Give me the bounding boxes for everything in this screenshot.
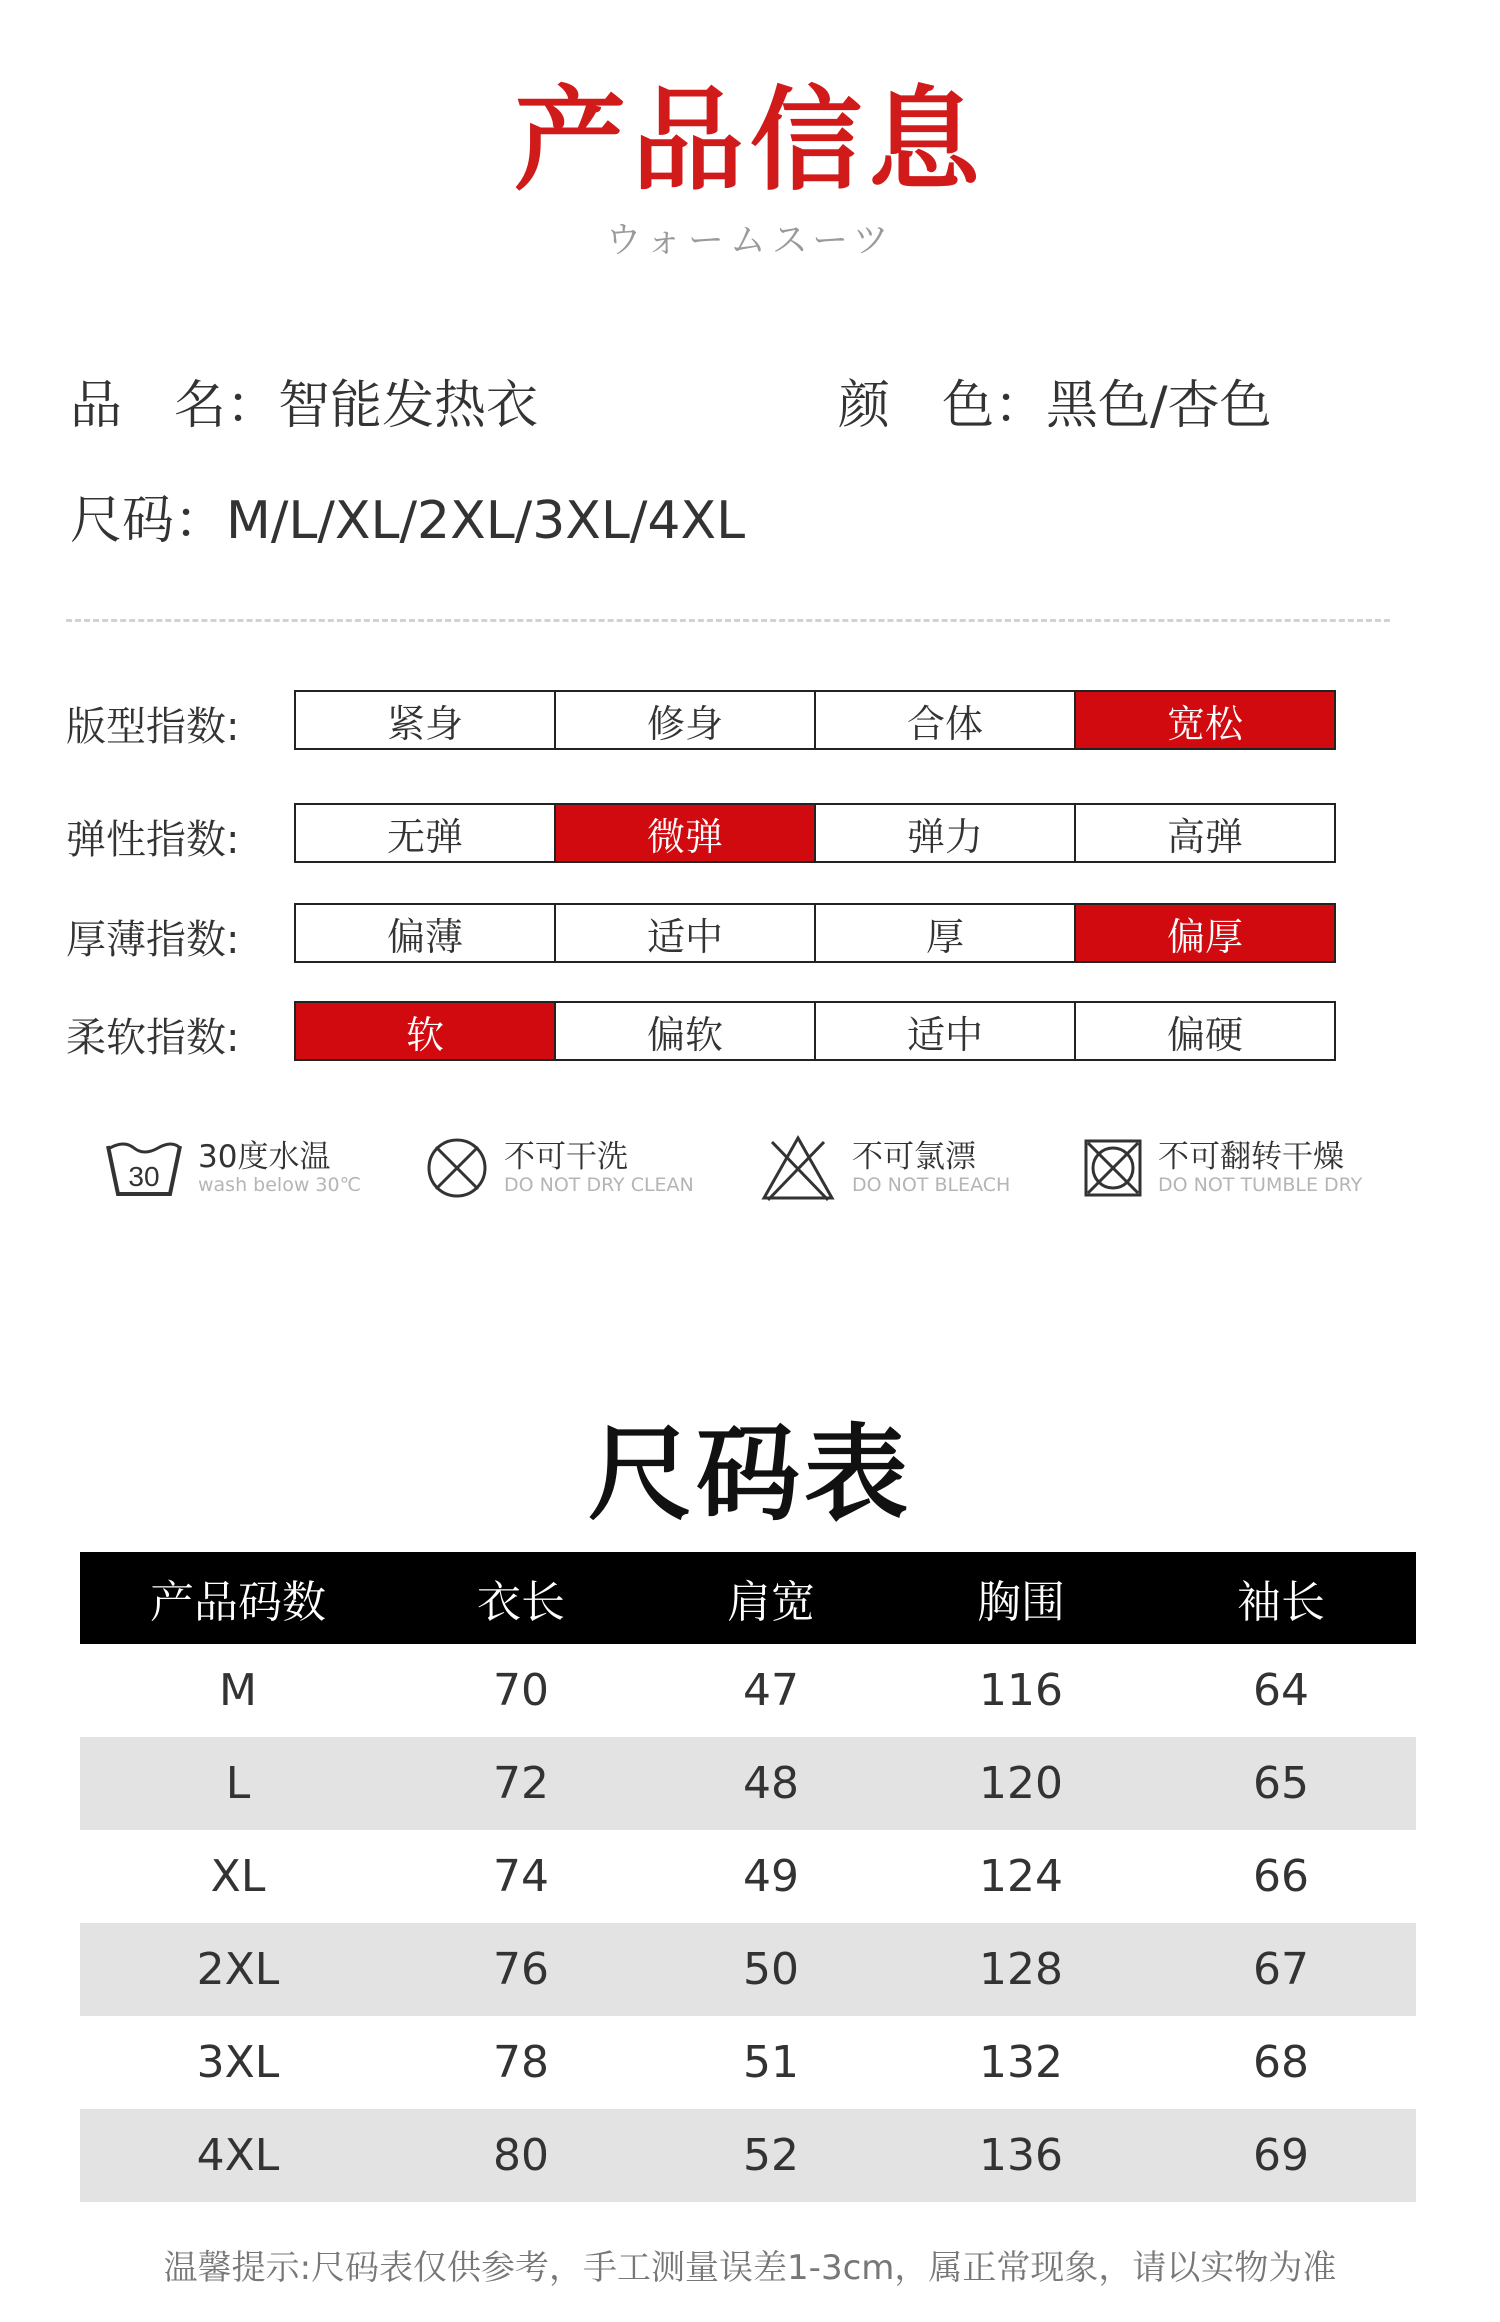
table-cell: 49 — [743, 1851, 799, 1902]
table-cell: 4XL — [80, 2109, 396, 2202]
no-tumble-dry-icon — [1082, 1137, 1144, 1199]
no-dry-clean-icon — [424, 1135, 490, 1201]
product-name — [70, 376, 539, 436]
table-cell: 76 — [396, 1923, 646, 2016]
table-cell: 68 — [1253, 2037, 1309, 2088]
column-header: 衣长 — [396, 1552, 646, 1644]
table-cell: 116 — [979, 1665, 1063, 1716]
product-color-value: 黑色/杏色 — [1046, 376, 1272, 436]
size-chart-title: 尺码表 — [587, 1413, 912, 1535]
softness-option: 适中 — [816, 1003, 1076, 1059]
table-cell: L — [80, 1737, 396, 1830]
table-cell: 69 — [1146, 2109, 1416, 2202]
table-cell: 120 — [896, 1737, 1146, 1830]
care-label: 不可翻转干燥 — [1158, 1138, 1344, 1175]
thickness-option: 偏薄 — [296, 905, 556, 961]
wash-30-icon — [104, 1136, 184, 1200]
table-cell: 47 — [743, 1665, 799, 1716]
softness-option: 软 — [296, 1003, 556, 1059]
table-cell: 65 — [1146, 1737, 1416, 1830]
table-row — [80, 2016, 1416, 2109]
table-cell: 3XL — [196, 2037, 280, 2088]
table-cell: 72 — [396, 1737, 646, 1830]
table-row — [80, 2109, 1416, 2202]
fit-option: 合体 — [816, 692, 1076, 748]
size-table — [80, 1552, 1416, 2202]
fit-option: 紧身 — [296, 692, 556, 748]
table-cell: 132 — [979, 2037, 1063, 2088]
table-cell: 66 — [1253, 1851, 1309, 1902]
fit-option: 宽松 — [1076, 692, 1334, 748]
table-cell: 124 — [979, 1851, 1063, 1902]
care-label-en: DO NOT TUMBLE DRY — [1158, 1173, 1363, 1196]
product-size-value: M/L/XL/2XL/3XL/4XL — [226, 491, 746, 551]
thickness-option: 适中 — [556, 905, 816, 961]
footnote: 温馨提示:尺码表仅供参考，手工测量误差1-3cm，属正常现象，请以实物为准 — [163, 2248, 1337, 2288]
table-cell: 78 — [493, 2037, 549, 2088]
table-cell: 64 — [1253, 1665, 1309, 1716]
no-bleach-icon — [758, 1132, 838, 1204]
table-row — [80, 1830, 1416, 1923]
page-title: 产品信息 — [514, 76, 986, 206]
table-cell: 2XL — [80, 1923, 396, 2016]
care-label: 30度水温 — [198, 1138, 331, 1175]
care-wash-30 — [104, 1128, 361, 1208]
table-cell: M — [219, 1665, 257, 1716]
fit-option: 修身 — [556, 692, 816, 748]
elasticity-index-scale — [294, 803, 1336, 863]
elasticity-option: 微弹 — [556, 805, 816, 861]
care-no-bleach — [758, 1128, 1010, 1208]
fit-index-label: 版型指数: — [66, 704, 240, 750]
page-subtitle: ウォームスーツ — [605, 220, 895, 261]
care-label-en: wash below 30℃ — [198, 1173, 361, 1196]
elasticity-option: 无弹 — [296, 805, 556, 861]
fit-index-scale — [294, 690, 1336, 750]
softness-index-scale — [294, 1001, 1336, 1061]
table-cell: 70 — [493, 1665, 549, 1716]
table-cell: 51 — [743, 2037, 799, 2088]
table-cell: 74 — [493, 1851, 549, 1902]
table-cell: 48 — [646, 1737, 896, 1830]
softness-index-label: 柔软指数: — [66, 1015, 240, 1061]
softness-option: 偏硬 — [1166, 1012, 1243, 1057]
care-label: 不可干洗 — [504, 1138, 628, 1175]
thickness-option: 偏厚 — [1076, 905, 1334, 961]
thickness-option: 厚 — [816, 905, 1076, 961]
care-no-dry-clean — [424, 1128, 694, 1208]
thickness-index-scale — [294, 903, 1336, 963]
product-name-label: 品 名： — [70, 376, 279, 436]
product-name-value: 智能发热衣 — [278, 376, 539, 436]
table-cell: 50 — [646, 1923, 896, 2016]
elasticity-option: 高弹 — [1166, 814, 1243, 859]
thickness-index-label: 厚薄指数: — [66, 917, 240, 963]
product-size-label: 尺码： — [70, 491, 227, 551]
elasticity-index-label: 弹性指数: — [66, 817, 240, 863]
dashed-divider — [66, 619, 1390, 622]
care-no-tumble-dry — [1082, 1128, 1362, 1208]
column-header: 胸围 — [896, 1552, 1146, 1644]
care-label-en: DO NOT BLEACH — [852, 1173, 1011, 1196]
table-header-row — [80, 1552, 1416, 1644]
column-header: 产品码数 — [80, 1552, 396, 1644]
column-header: 袖长 — [1146, 1552, 1416, 1644]
care-label: 不可氯漂 — [852, 1138, 976, 1175]
table-row — [80, 1923, 1416, 2016]
table-cell: 67 — [1146, 1923, 1416, 2016]
table-cell: 136 — [896, 2109, 1146, 2202]
table-row — [80, 1737, 1416, 1830]
table-cell: XL — [210, 1851, 266, 1902]
table-cell: 80 — [396, 2109, 646, 2202]
table-row — [80, 1644, 1416, 1737]
product-color-label: 颜 色： — [838, 376, 1047, 436]
softness-option: 偏软 — [556, 1003, 816, 1059]
product-size — [70, 491, 746, 551]
elasticity-option: 弹力 — [816, 805, 1076, 861]
column-header: 肩宽 — [646, 1552, 896, 1644]
wash-temperature: 30 — [128, 1161, 160, 1192]
table-cell: 52 — [646, 2109, 896, 2202]
product-color — [838, 376, 1272, 436]
care-label-en: DO NOT DRY CLEAN — [504, 1173, 694, 1196]
table-cell: 128 — [896, 1923, 1146, 2016]
